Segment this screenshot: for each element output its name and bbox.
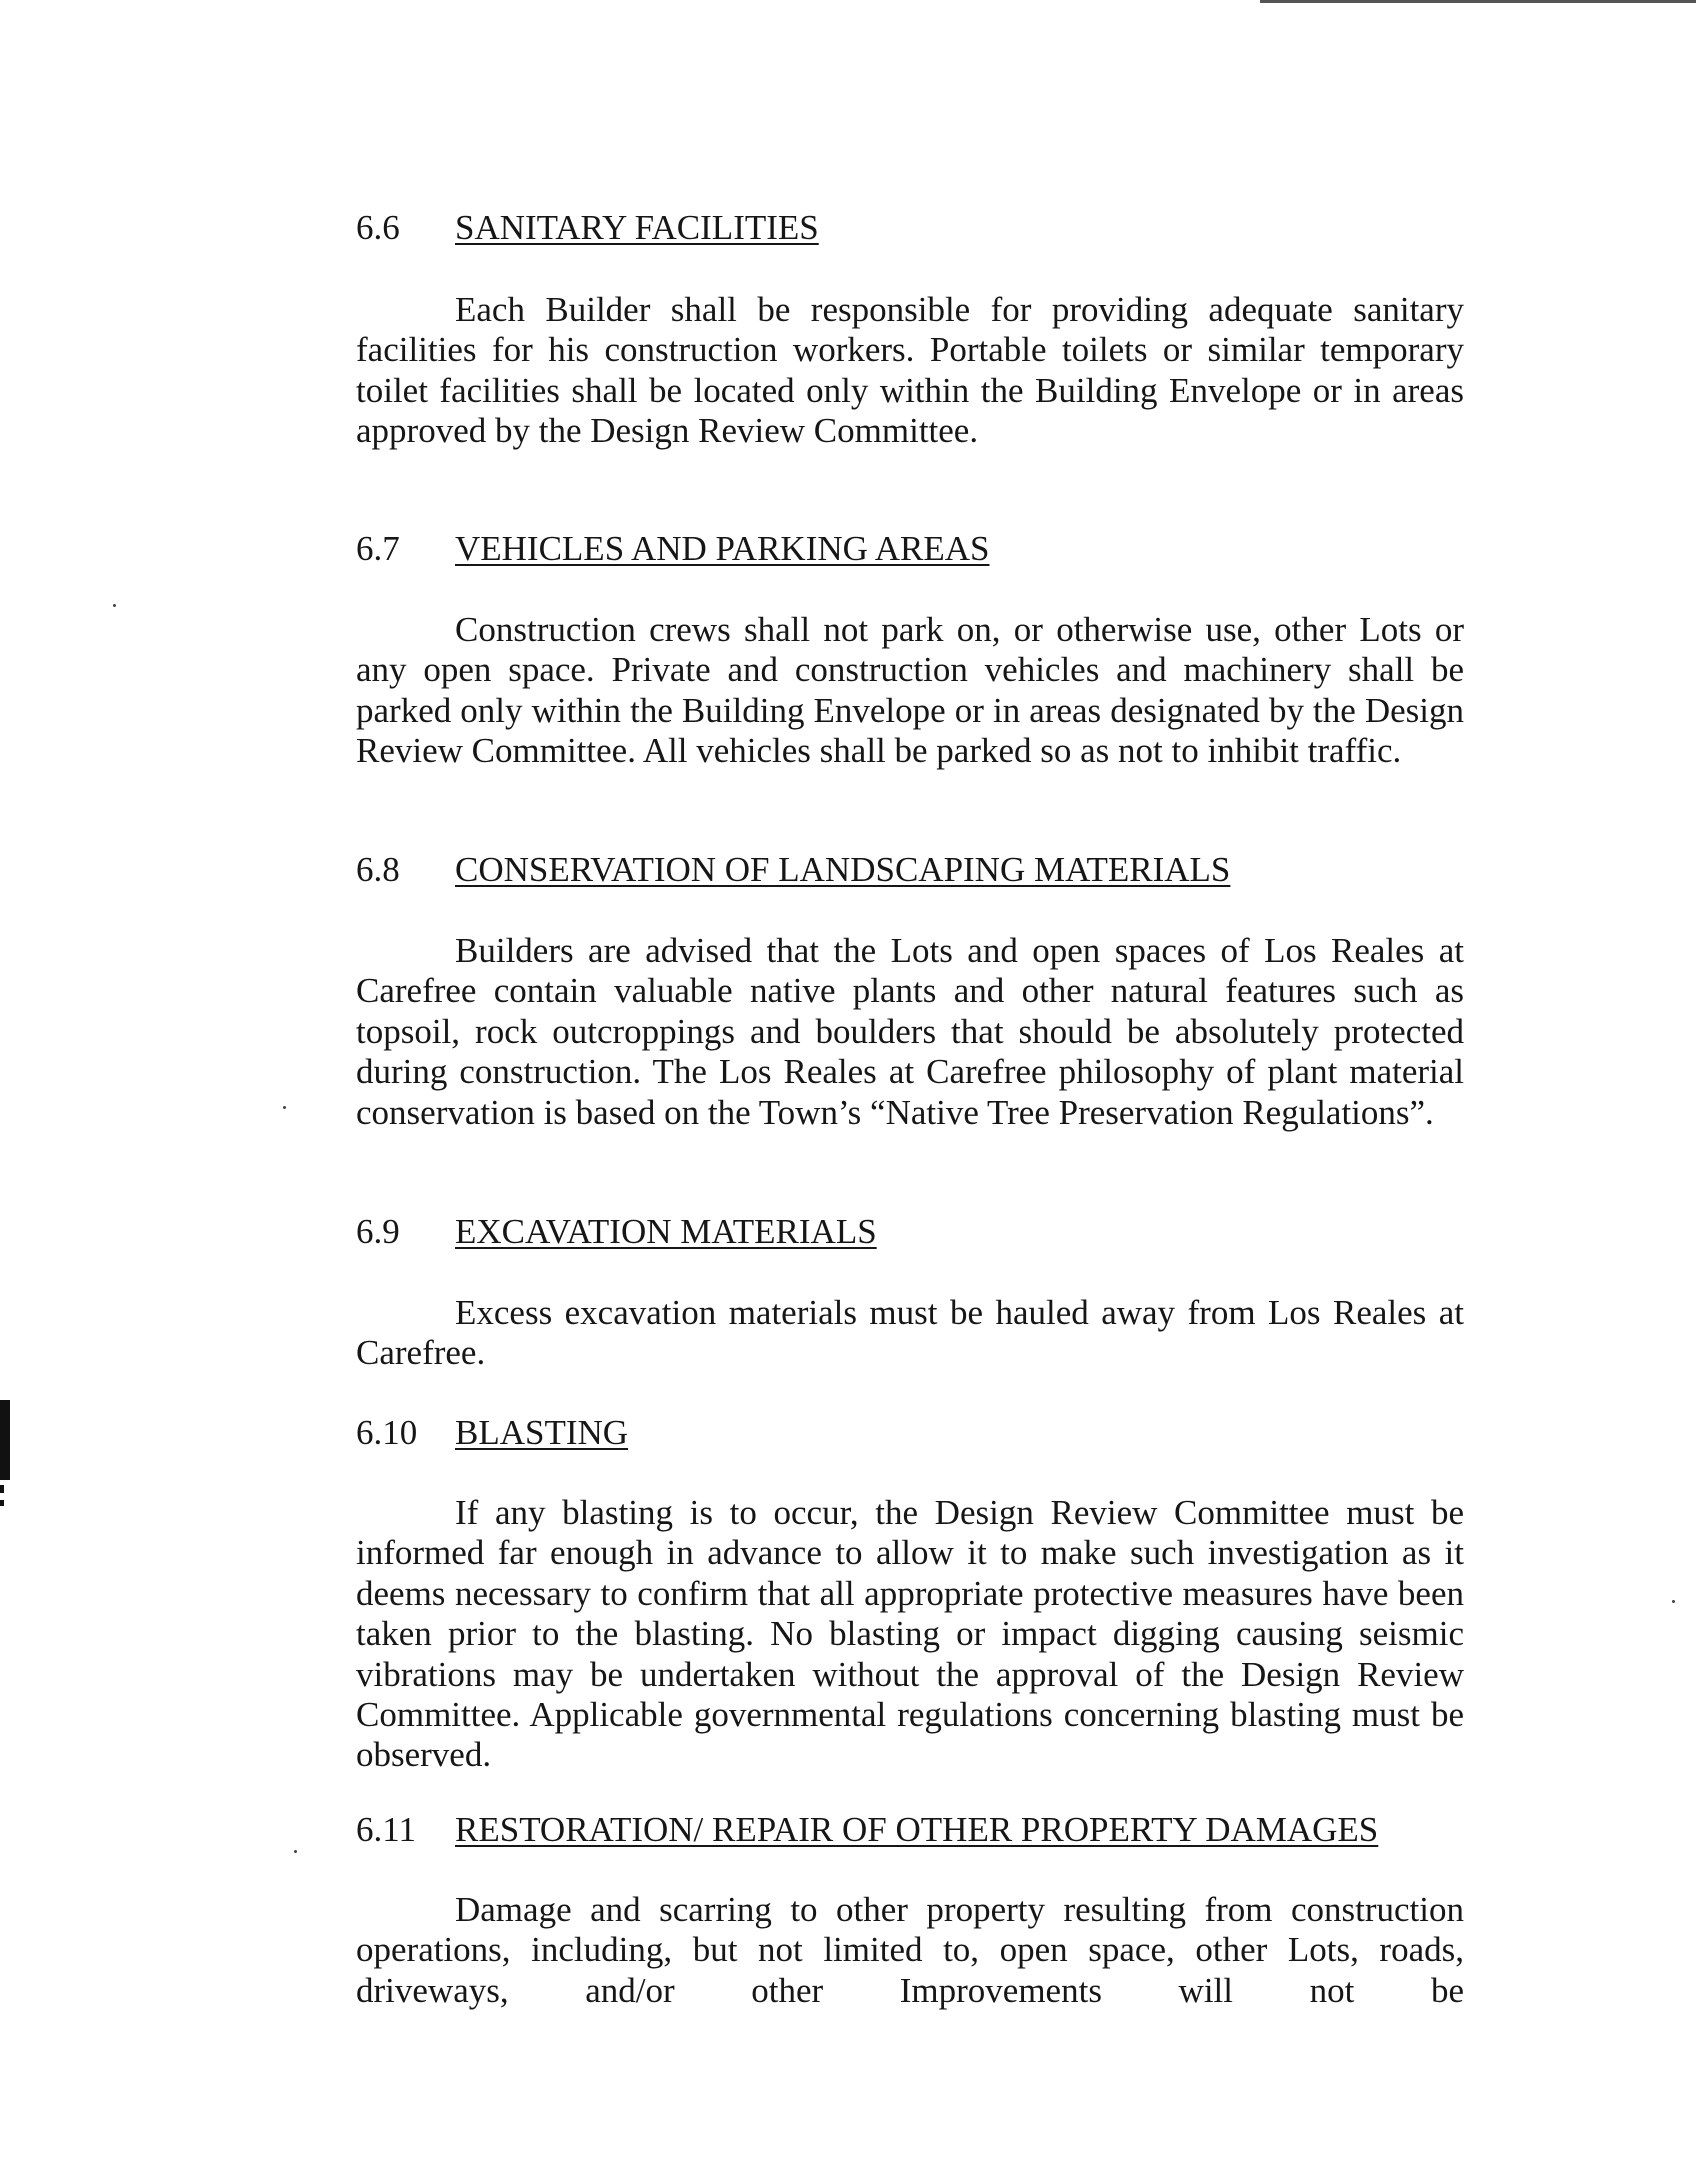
section-6-7 — [356, 529, 1464, 771]
section-6-6 — [356, 208, 1464, 451]
section-heading — [356, 1810, 1464, 1850]
section-title: CONSERVATION OF LANDSCAPING MATERIALS — [455, 850, 1231, 889]
scan-speck — [283, 1106, 286, 1109]
section-number: 6.7 — [356, 529, 400, 568]
scan-edge-mark — [0, 1500, 4, 1506]
section-heading — [356, 1212, 1464, 1252]
section-6-8 — [356, 850, 1464, 1132]
section-title: SANITARY FACILITIES — [455, 208, 819, 247]
section-title: EXCAVATION MATERIALS — [455, 1212, 877, 1251]
section-heading — [356, 1413, 1464, 1453]
scan-speck — [113, 604, 116, 607]
scan-edge-line — [1260, 0, 1696, 3]
section-6-9 — [356, 1212, 1464, 1373]
section-heading — [356, 208, 1464, 248]
scan-edge-mark — [0, 1485, 4, 1493]
section-body: If any blasting is to occur, the Design Review Committee must be informed far enough in advance to allow it to make such investigation as it deems necessary to confirm that all appropriate protective measures have been taken prior to the blasting. No blasting or impact digging causing seismic vibrations may be undertaken without the approval of the Design Review Committee. Applicable governmental regulations concerning blasting must be observed. — [356, 1493, 1464, 1775]
section-number: 6.6 — [356, 208, 400, 247]
scan-speck — [1672, 1600, 1675, 1603]
section-heading — [356, 850, 1464, 890]
section-title: BLASTING — [455, 1413, 629, 1452]
section-body: Construction crews shall not park on, or otherwise use, other Lots or any open space. Private and construction vehicles and machinery shall be parked only within the Building Envelope or in areas designated by the Design Review Committee. All vehicles shall be parked so as not to inhibit traffic. — [356, 610, 1464, 771]
section-title: RESTORATION/ REPAIR OF OTHER PROPERTY DAMAGES — [455, 1810, 1379, 1849]
section-body: Excess excavation materials must be hauled away from Los Reales at Carefree. — [356, 1293, 1464, 1373]
section-6-10 — [356, 1413, 1464, 1775]
section-number: 6.10 — [356, 1413, 418, 1452]
section-title: VEHICLES AND PARKING AREAS — [455, 529, 990, 568]
section-number: 6.8 — [356, 850, 400, 889]
section-number: 6.11 — [356, 1810, 416, 1849]
section-heading — [356, 529, 1464, 569]
section-body: Damage and scarring to other property resulting from construction operations, including, but not limited to, open space, other Lots, roads, driveways, and/or other Improvements will not be — [356, 1890, 1464, 2010]
section-number: 6.9 — [356, 1212, 400, 1251]
section-body: Each Builder shall be responsible for providing adequate sanitary facilities for his construction workers. Portable toilets or similar temporary toilet facilities shall be located only within the Building Envelope or in areas approved by the Design Review Committee. — [356, 290, 1464, 451]
scan-speck — [294, 1850, 297, 1853]
section-body: Builders are advised that the Lots and open spaces of Los Reales at Carefree contain valuable native plants and other natural features such as topsoil, rock outcroppings and boulders that should be absolutely protected during construction. The Los Reales at Carefree philosophy of plant material conservation is based on the Town’s “Native Tree Preservation Regulations”. — [356, 931, 1464, 1132]
section-6-11 — [356, 1810, 1464, 2010]
scan-edge-mark — [0, 1400, 10, 1480]
